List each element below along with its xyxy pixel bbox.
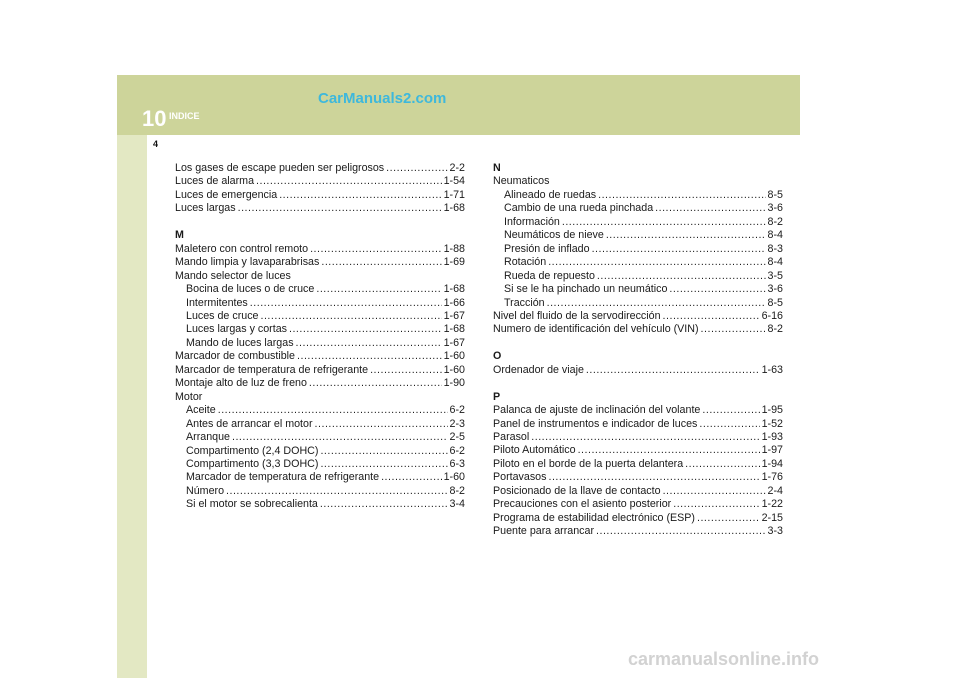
dot-leader bbox=[256, 175, 442, 188]
dot-leader bbox=[702, 404, 759, 417]
index-entry bbox=[175, 283, 465, 296]
index-entry bbox=[493, 431, 783, 444]
index-entry bbox=[493, 364, 783, 377]
group-m2 bbox=[175, 350, 465, 390]
index-entry bbox=[493, 498, 783, 511]
index-entry bbox=[493, 404, 783, 417]
index-entry bbox=[175, 377, 465, 390]
entry-page: 8-5 bbox=[767, 296, 783, 309]
dot-leader bbox=[279, 189, 441, 202]
entry-term: Parasol bbox=[493, 431, 530, 444]
index-entry bbox=[175, 202, 465, 215]
entry-page: 3-5 bbox=[767, 269, 783, 282]
entry-page: 1-67 bbox=[443, 336, 465, 349]
dot-leader bbox=[309, 377, 442, 390]
entry-term: Ordenador de viaje bbox=[493, 363, 584, 376]
section-heading-m: M bbox=[175, 229, 184, 242]
index-entry bbox=[493, 256, 783, 269]
index-entry bbox=[175, 310, 465, 323]
entry-term: Luces de cruce bbox=[186, 309, 259, 322]
dot-leader bbox=[669, 283, 765, 296]
dot-leader bbox=[663, 485, 766, 498]
entry-term: Luces largas y cortas bbox=[186, 323, 287, 336]
index-entry bbox=[175, 337, 465, 350]
dot-leader bbox=[592, 243, 766, 256]
entry-page: 1-76 bbox=[761, 471, 783, 484]
index-entry bbox=[493, 525, 783, 538]
entry-page: 3-4 bbox=[449, 498, 465, 511]
index-entry bbox=[175, 350, 465, 363]
entry-term: Piloto Automático bbox=[493, 444, 576, 457]
entry-page: 8-3 bbox=[767, 242, 783, 255]
entry-page: 1-88 bbox=[443, 242, 465, 255]
entry-term: Presión de inflado bbox=[504, 242, 590, 255]
dot-leader bbox=[548, 256, 765, 269]
entry-page: 1-22 bbox=[761, 498, 783, 511]
entry-page: 1-71 bbox=[443, 188, 465, 201]
group-o bbox=[493, 364, 783, 377]
index-entry bbox=[493, 418, 783, 431]
entry-page: 6-2 bbox=[449, 444, 465, 457]
entry-term: Si se le ha pinchado un neumático bbox=[504, 283, 668, 296]
dot-leader bbox=[297, 350, 442, 363]
index-entry bbox=[493, 485, 783, 498]
entry-term: Aceite bbox=[186, 404, 216, 417]
entry-page: 2-4 bbox=[767, 484, 783, 497]
index-entry bbox=[175, 498, 465, 511]
dot-leader bbox=[578, 444, 760, 457]
dot-leader bbox=[320, 458, 447, 471]
index-entry bbox=[493, 444, 783, 457]
dot-leader bbox=[370, 364, 442, 377]
dot-leader bbox=[598, 189, 765, 202]
entry-page: 1-63 bbox=[761, 363, 783, 376]
index-entry bbox=[493, 229, 783, 242]
dot-leader bbox=[697, 512, 760, 525]
group-top bbox=[175, 162, 465, 216]
dot-leader bbox=[218, 404, 448, 417]
index-entry bbox=[175, 471, 465, 484]
section-heading-n: N bbox=[493, 162, 501, 174]
entry-term: Si el motor se sobrecalienta bbox=[186, 498, 318, 511]
entry-term: Portavasos bbox=[493, 471, 547, 484]
entry-term: Programa de estabilidad electrónico (ESP) bbox=[493, 511, 695, 524]
index-entry bbox=[493, 512, 783, 525]
entry-page: 8-5 bbox=[767, 188, 783, 201]
entry-page: 1-95 bbox=[761, 404, 783, 417]
dot-leader bbox=[250, 297, 442, 310]
index-entry bbox=[493, 310, 783, 323]
dot-leader bbox=[321, 256, 441, 269]
entry-page: 1-69 bbox=[443, 256, 465, 269]
index-entry bbox=[175, 243, 465, 256]
watermark-top[interactable]: CarManuals2.com bbox=[318, 90, 447, 107]
dot-leader bbox=[606, 229, 766, 242]
index-entry bbox=[175, 297, 465, 310]
entry-term: Panel de instrumentos e indicador de luces bbox=[493, 417, 698, 430]
chapter-title: INDICE bbox=[169, 111, 200, 121]
index-entry bbox=[493, 202, 783, 215]
entry-term: Marcador de temperatura de refrigerante bbox=[175, 363, 369, 376]
dot-leader bbox=[381, 471, 442, 484]
entry-term: Mando de luces largas bbox=[186, 336, 294, 349]
entry-page: 1-60 bbox=[443, 350, 465, 363]
index-column-right bbox=[493, 162, 783, 539]
index-entry bbox=[493, 471, 783, 484]
index-entry bbox=[493, 297, 783, 310]
entry-term: Marcador de temperatura de refrigerante bbox=[186, 471, 380, 484]
page-number: 4 bbox=[153, 139, 159, 149]
entry-page: 8-4 bbox=[767, 229, 783, 242]
entry-term: Mando limpia y lavaparabrisas bbox=[175, 256, 320, 269]
index-entry bbox=[175, 431, 465, 444]
dot-leader bbox=[699, 418, 759, 431]
index-entry bbox=[493, 283, 783, 296]
index-label-neumaticos: Neumaticos bbox=[493, 175, 550, 188]
entry-term: Alineado de ruedas bbox=[504, 188, 597, 201]
watermark-bottom[interactable]: carmanualsonline.info bbox=[628, 649, 820, 669]
index-entry bbox=[175, 485, 465, 498]
index-entry bbox=[175, 323, 465, 336]
entry-term: Nivel del fluido de la servodirección bbox=[493, 309, 661, 322]
entry-term: Piloto en el borde de la puerta delantera bbox=[493, 457, 684, 470]
entry-term: Antes de arrancar el motor bbox=[186, 417, 313, 430]
entry-term: Rueda de repuesto bbox=[504, 269, 595, 282]
dot-leader bbox=[316, 283, 441, 296]
section-heading-p: P bbox=[493, 390, 501, 403]
index-entry bbox=[493, 458, 783, 471]
entry-page: 1-52 bbox=[761, 417, 783, 430]
entry-page: 1-54 bbox=[443, 175, 465, 188]
index-entry bbox=[175, 458, 465, 471]
entry-term: Intermitentes bbox=[186, 296, 248, 309]
dot-leader bbox=[596, 525, 766, 538]
entry-page: 8-2 bbox=[767, 215, 783, 228]
dot-leader bbox=[586, 364, 760, 377]
entry-page: 1-90 bbox=[443, 377, 465, 390]
dot-leader bbox=[531, 431, 759, 444]
index-entry bbox=[175, 404, 465, 417]
entry-term: Maletero con control remoto bbox=[175, 242, 309, 255]
index-label-selector: Mando selector de luces bbox=[175, 269, 291, 282]
entry-page: 3-3 bbox=[767, 525, 783, 538]
entry-term: Cambio de una rueda pinchada bbox=[504, 202, 654, 215]
entry-term: Luces largas bbox=[175, 202, 236, 215]
group-n bbox=[493, 310, 783, 337]
entry-term: Neumáticos de nieve bbox=[504, 229, 604, 242]
dot-leader bbox=[548, 471, 759, 484]
entry-term: Información bbox=[504, 215, 560, 228]
dot-leader bbox=[320, 445, 447, 458]
header-band bbox=[117, 75, 800, 135]
dot-leader bbox=[663, 310, 760, 323]
section-heading-o: O bbox=[493, 350, 502, 363]
entry-page: 2-3 bbox=[449, 417, 465, 430]
entry-page: 1-60 bbox=[443, 363, 465, 376]
dot-leader bbox=[673, 498, 759, 511]
index-column-left bbox=[175, 162, 465, 512]
entry-page: 1-66 bbox=[443, 296, 465, 309]
dot-leader bbox=[320, 498, 448, 511]
dot-leader bbox=[701, 323, 766, 336]
entry-term: Arranque bbox=[186, 431, 230, 444]
index-entry bbox=[493, 243, 783, 256]
entry-term: Rotación bbox=[504, 256, 547, 269]
dot-leader bbox=[238, 202, 442, 215]
entry-term: Luces de emergencia bbox=[175, 188, 278, 201]
index-entry bbox=[175, 445, 465, 458]
entry-page: 6-3 bbox=[449, 457, 465, 470]
entry-page: 8-4 bbox=[767, 256, 783, 269]
entry-page: 1-67 bbox=[443, 309, 465, 322]
entry-term: Palanca de ajuste de inclinación del volante bbox=[493, 404, 701, 417]
entry-page: 2-5 bbox=[449, 431, 465, 444]
dot-leader bbox=[232, 431, 448, 444]
index-entry bbox=[175, 162, 465, 175]
index-entry bbox=[175, 364, 465, 377]
entry-page: 1-60 bbox=[443, 471, 465, 484]
entry-page: 3-6 bbox=[767, 283, 783, 296]
entry-page: 3-6 bbox=[767, 202, 783, 215]
entry-page: 1-93 bbox=[761, 431, 783, 444]
entry-term: Compartimento (2,4 DOHC) bbox=[186, 444, 319, 457]
dot-leader bbox=[226, 485, 448, 498]
entry-term: Número bbox=[186, 484, 225, 497]
entry-term: Numero de identificación del vehículo (VIN) bbox=[493, 323, 699, 336]
dot-leader bbox=[310, 243, 442, 256]
index-entry bbox=[175, 256, 465, 269]
entry-term: Precauciones con el asiento posterior bbox=[493, 498, 672, 511]
entry-page: 6-2 bbox=[449, 404, 465, 417]
entry-term: Luces de alarma bbox=[175, 175, 255, 188]
entry-page: 8-2 bbox=[767, 323, 783, 336]
entry-page: 6-16 bbox=[761, 309, 783, 322]
index-entry bbox=[175, 418, 465, 431]
dot-leader bbox=[296, 337, 442, 350]
entry-term: Montaje alto de luz de freno bbox=[175, 377, 307, 390]
group-selector bbox=[175, 283, 465, 350]
entry-page: 2-15 bbox=[761, 511, 783, 524]
dot-leader bbox=[655, 202, 765, 215]
entry-page: 2-2 bbox=[449, 162, 465, 174]
dot-leader bbox=[597, 270, 766, 283]
entry-term: Puente para arrancar bbox=[493, 525, 594, 538]
dot-leader bbox=[386, 162, 447, 175]
entry-term: Marcador de combustible bbox=[175, 350, 295, 363]
entry-page: 1-68 bbox=[443, 202, 465, 215]
entry-page: 1-94 bbox=[761, 457, 783, 470]
index-entry bbox=[493, 216, 783, 229]
dot-leader bbox=[315, 418, 448, 431]
index-entry bbox=[493, 270, 783, 283]
group-neumaticos bbox=[493, 189, 783, 310]
index-entry bbox=[175, 175, 465, 188]
dot-leader bbox=[547, 297, 766, 310]
group-m bbox=[175, 243, 465, 270]
index-label-motor: Motor bbox=[175, 390, 203, 403]
dot-leader bbox=[562, 216, 766, 229]
entry-page: 1-97 bbox=[761, 444, 783, 457]
side-strip bbox=[117, 135, 147, 678]
entry-page: 1-68 bbox=[443, 323, 465, 336]
entry-term: Bocina de luces o de cruce bbox=[186, 283, 315, 296]
entry-term: Posicionado de la llave de contacto bbox=[493, 484, 661, 497]
entry-page: 1-68 bbox=[443, 283, 465, 296]
entry-term: Los gases de escape pueden ser peligrosos bbox=[175, 162, 385, 174]
group-motor bbox=[175, 404, 465, 512]
dot-leader bbox=[685, 458, 759, 471]
index-entry bbox=[493, 323, 783, 336]
chapter-number: 10 bbox=[142, 106, 167, 131]
dot-leader bbox=[289, 323, 442, 336]
entry-page: 8-2 bbox=[449, 484, 465, 497]
entry-term: Tracción bbox=[504, 296, 545, 309]
index-entry bbox=[175, 189, 465, 202]
dot-leader bbox=[260, 310, 441, 323]
group-p bbox=[493, 404, 783, 539]
entry-term: Compartimento (3,3 DOHC) bbox=[186, 457, 319, 470]
index-entry bbox=[493, 189, 783, 202]
